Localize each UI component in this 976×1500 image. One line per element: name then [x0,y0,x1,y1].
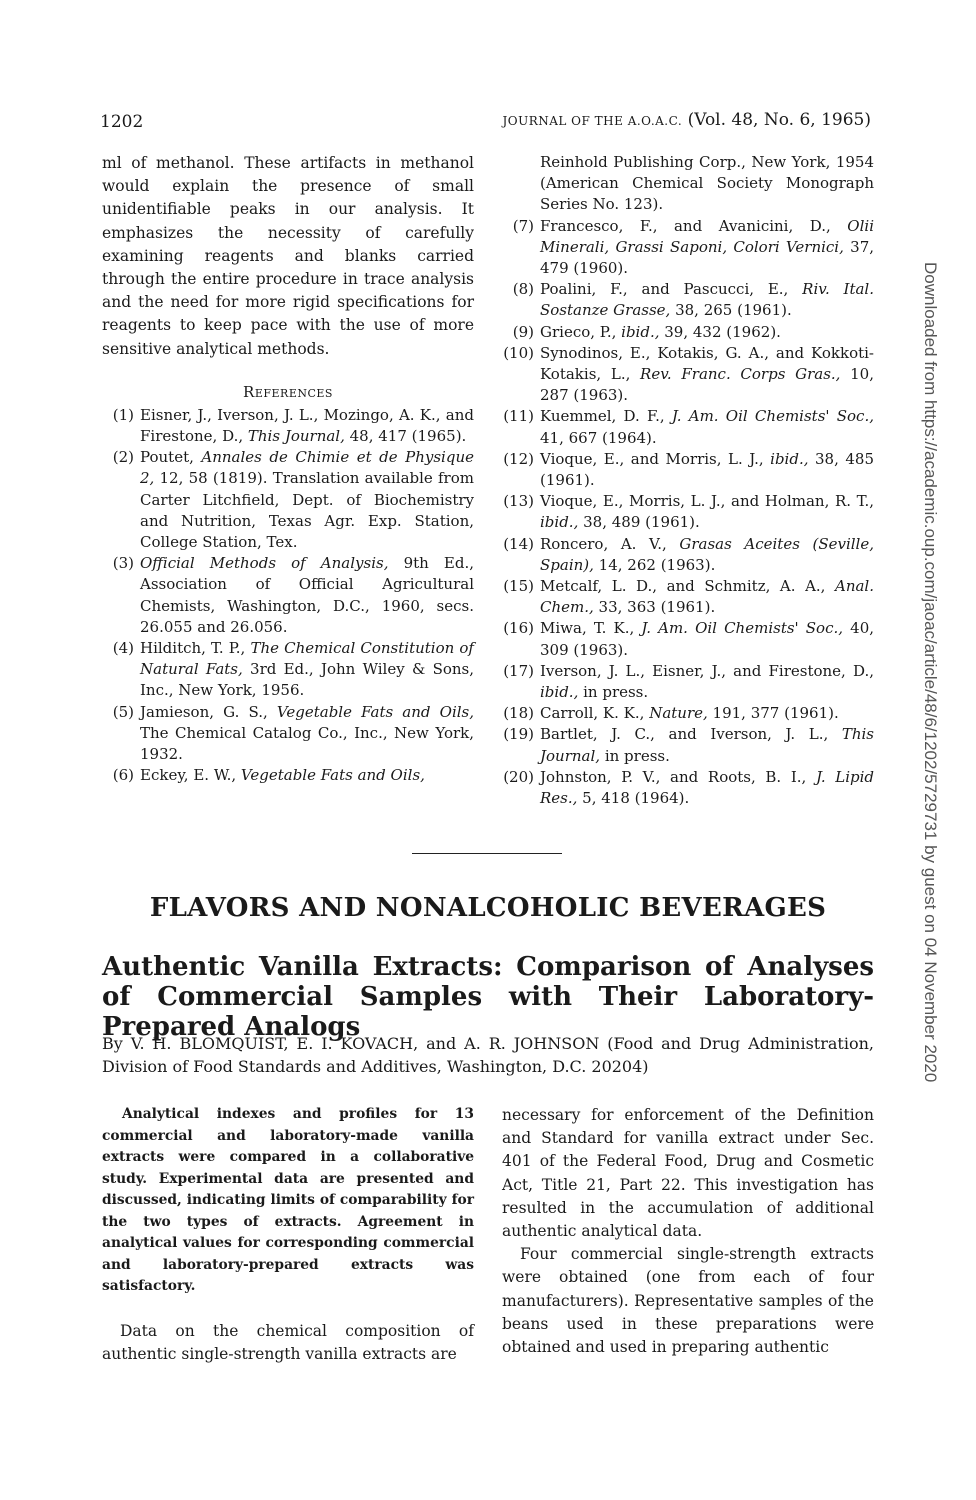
reference-text [540,322,874,343]
left-column-bottom [102,1104,474,1366]
reference-number: (5) [112,702,134,721]
reference-source: Nature, [649,704,708,723]
reference-authors: Jamieson, G. S., [140,702,277,721]
reference-details: 12, 58 (1819). Translation available from Carter Litchfield, Dept. of Biochemistry and Nutrition, Texas Agr. Exp. Station, College Station, Tex. [140,469,474,552]
reference-authors: Bartlet, J. C., and Iverson, J. L., [540,725,842,744]
reference-details: 39, 432 (1962). [659,322,781,341]
reference-authors: Roncero, A. V., [540,534,680,553]
reference-authors: Vioque, E., and Morris, L. J., [540,449,771,468]
reference-item [502,343,874,407]
reference-source: J. Am. Oil Chemists' Soc., [671,407,874,426]
reference-item [102,553,474,638]
reference-authors: Vioque, E., Morris, L. J., and Holman, R. T., [540,492,874,511]
reference-text [540,491,874,533]
reference-authors: Metcalf, L. D., and Schmitz, A. A., [540,577,835,596]
references-list-right [502,216,874,810]
reference-authors: Johnston, P. V., and Roots, B. I., [540,767,816,786]
reference-source: Riv. Ital. Sostanze Grasse, [540,280,874,320]
reference-details: 38, 265 (1961). [670,301,792,320]
reference-source: Vegetable Fats and Oils, [276,702,475,721]
reference-source: ibid., [770,449,809,468]
reference-number: (19) [503,725,534,744]
reference-authors: Carroll, K. K., [540,704,650,723]
reference-number: (14) [503,534,534,553]
reference-number: (20) [503,767,534,786]
running-head [502,110,871,130]
reference-text [540,767,874,809]
reference-number: (9) [512,322,534,341]
reference-text [540,661,874,703]
reference-item [502,491,874,533]
reference-number: (8) [512,280,534,299]
references-heading-text: References [243,382,333,401]
reference-details: 38, 489 (1961). [578,513,700,532]
reference-number: (11) [503,407,534,426]
reference-number: (17) [503,661,534,680]
continued-paragraph: ml of methanol. These artifacts in methanol would explain the presence of small unidentifiable peaks in our analysis. It emphasizes the necessity of carefully examining reagents and blanks carried through the entire procedure in trace analysis and the need for more rigid specifications for reagents to keep pace with the use of more sensitive analytical methods. [102,154,474,358]
reference-text [540,703,874,724]
reference-item [502,449,874,491]
reference-number: (7) [512,216,534,235]
reference-text [140,553,474,638]
reference-text [540,279,874,321]
left-column-top [102,152,474,786]
reference-details: 3rd Ed., John Wiley & Sons, Inc., New York, 1956. [140,660,475,700]
reference-item [502,576,874,618]
reference-text [540,406,874,448]
reference-item [102,447,474,553]
references-heading [102,383,474,401]
reference-authors: Synodinos, E., Kotakis, G. A., and Kokkoti-Kotakis, L., [540,343,874,384]
reference-details: 40, 309 (1963). [540,619,875,659]
reference-item [102,405,474,447]
reference-source: J. Lipid Res., [540,767,874,808]
reference-6-continuation: Reinhold Publishing Corp., New York, 1954 (American Chemical Society Monograph Series No. 123). [540,153,874,214]
reference-details: 14, 262 (1963). [593,555,716,574]
right-column-top [502,152,874,809]
running-head-volume: (Vol. 48, No. 6, 1965) [687,110,871,130]
byline: By V. H. BLOMQUIST, E. I. KOVACH, and A. R. JOHNSON (Food and Drug Administration, Division of Food Standards and Additives, Washington, D.C. 20204) [102,1034,874,1076]
reference-details: 10, 287 (1963). [540,365,874,405]
body-paragraph-left: Data on the chemical composition of authentic single-strength vanilla extracts are [102,1321,474,1363]
right-column-bottom [502,1104,874,1359]
reference-authors: Eisner, J., Iverson, J. L., Mozingo, A. K., and Firestone, D., [140,405,474,446]
reference-text [540,449,874,491]
running-head-journal: JOURNAL OF THE A.O.A.C. [502,114,683,128]
article-title: Authentic Vanilla Extracts: Comparison of Analyses of Commercial Samples with Their Laboratory-Prepared Analogs [102,952,874,1042]
reference-text [140,447,474,553]
reference-item [502,406,874,448]
reference-details: 48, 417 (1965). [344,427,467,446]
reference-item [102,638,474,702]
reference-authors: Kuemmel, D. F., [540,407,672,426]
section-divider [412,853,562,854]
reference-details: The Chemical Catalog Co., Inc., New York, 1932. [140,723,474,764]
reference-text [140,702,474,766]
reference-source: Annales de Chimie et de Physique 2, [140,448,474,488]
reference-details: 191, 377 (1961). [707,704,839,723]
reference-authors: Poalini, F., and Pascucci, E., [540,280,803,299]
reference-authors: Miwa, T. K., [540,619,642,638]
section-title: FLAVORS AND NONALCOHOLIC BEVERAGES [149,893,827,923]
reference-item [502,322,874,343]
reference-source: ibid., [540,513,579,532]
reference-text [540,534,874,576]
reference-item [502,767,874,809]
reference-source: This Journal, [540,725,874,765]
reference-number: (18) [503,704,534,723]
reference-number: (2) [112,448,134,467]
references-list-left [102,405,474,787]
page-number: 1202 [100,112,144,132]
reference-authors: Francesco, F., and Avanicini, D., [540,216,848,235]
reference-text [540,343,874,407]
reference-number: (15) [503,577,534,596]
reference-source: ibid., [621,322,660,341]
reference-number: (12) [503,449,534,468]
reference-authors: Eckey, E. W., [140,766,241,785]
body-paragraph-right-1: necessary for enforcement of the Definition and Standard for vanilla extract under Sec. 401 of the Federal Food, Drug and Cosmetic Act, Title 21, Part 22. This investigation has resulted in the accumulation of additional authentic analytical data. [502,1106,874,1241]
reference-details: 5, 418 (1964). [577,789,690,808]
reference-number: (13) [503,492,534,511]
reference-details: in press. [600,746,670,765]
reference-number: (3) [112,554,134,573]
reference-source: ibid., [540,683,579,702]
reference-source: Grasas Aceites (Seville, Spain), [540,534,874,574]
reference-item [502,216,874,280]
reference-text [540,576,874,618]
reference-details: 33, 363 (1961). [593,598,716,617]
reference-item [502,661,874,703]
body-paragraph-right-2: Four commercial single-strength extracts were obtained (one from each of four manufacturers). Representative samples of the beans used in these preparations were obtained and used in preparing authentic [502,1245,874,1357]
reference-source: This Journal, [247,427,345,446]
reference-source: Rev. Franc. Corps Gras., [640,365,841,384]
reference-number: (6) [112,766,134,785]
reference-details: 38, 485 (1961). [540,449,874,490]
reference-source: Vegetable Fats and Oils, [240,766,425,785]
reference-item [502,724,874,766]
reference-item [502,703,874,724]
abstract: Analytical indexes and profiles for 13 commercial and laboratory-made vanilla extracts were compared in a collaborative study. Experimental data are presented and discussed, indicating limits of comparability for the two types of extracts. Agreement in analytical values for corresponding commercial and laboratory-prepared extracts was satisfactory. [102,1106,474,1294]
reference-details: 37, 479 (1960). [540,237,875,278]
reference-source: The Chemical Constitution of Natural Fats, [140,639,474,679]
reference-authors: Iverson, J. L., Eisner, J., and Firestone, D., [540,661,874,680]
reference-item [502,618,874,660]
reference-authors: Hilditch, T. P., [140,639,251,658]
reference-text [140,405,474,447]
reference-item [102,702,474,766]
reference-item [502,534,874,576]
reference-details: 9th Ed., Association of Official Agricultural Chemists, Washington, D.C., 1960, secs. 26.055 and 26.056. [140,554,474,636]
reference-number: (1) [112,405,134,424]
reference-source: Anal. Chem., [540,577,874,617]
reference-number: (16) [503,619,534,638]
reference-item [102,765,474,786]
reference-text [140,638,474,702]
reference-authors: Grieco, P., [540,322,622,341]
reference-source: Official Methods of Analysis, [140,554,389,573]
reference-number: (10) [503,343,534,362]
reference-source: J. Am. Oil Chemists' Soc., [641,619,844,638]
reference-number: (4) [112,639,134,658]
reference-details: 41, 667 (1964). [540,428,657,447]
reference-details: in press. [578,683,649,702]
reference-source: Olii Minerali, Grassi Saponi, Colori Vernici, [540,216,874,256]
reference-authors: Poutet, [140,448,202,467]
reference-item [502,279,874,321]
reference-text [540,618,874,660]
reference-text [540,724,874,766]
reference-text [140,765,474,786]
reference-text [540,216,874,280]
download-watermark: Downloaded from https://academic.oup.com/jaoac/article/48/6/1202/5729731 by guest on 04 November 2020 [921,262,940,1083]
